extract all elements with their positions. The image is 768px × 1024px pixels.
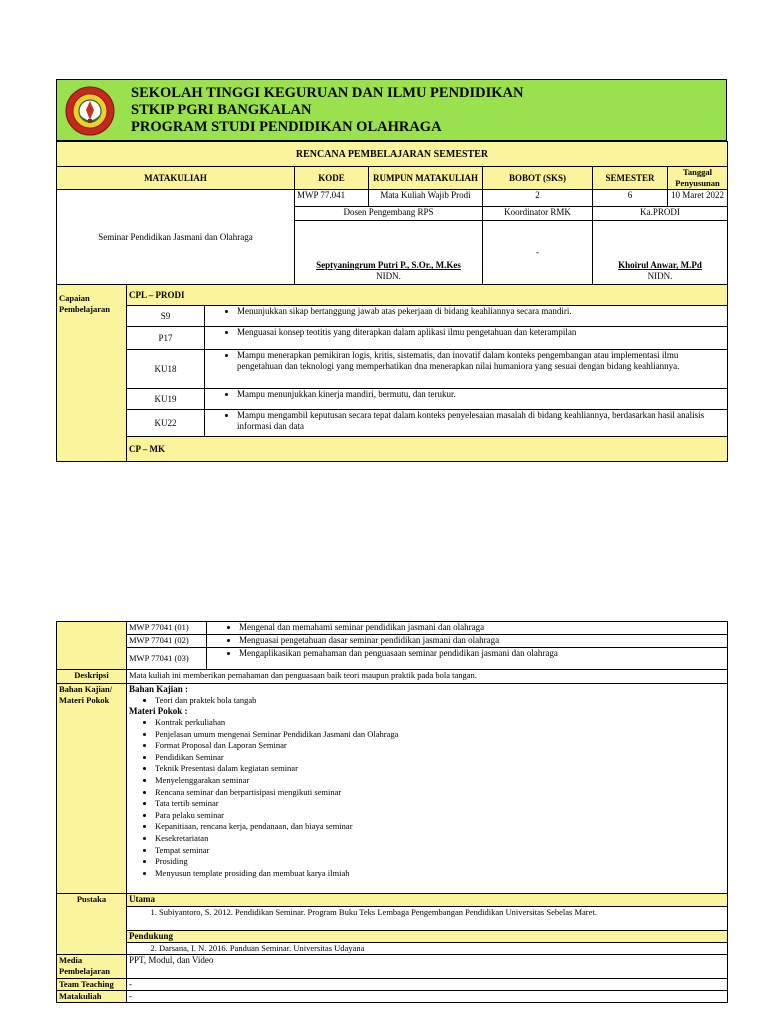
rps-main-table bbox=[56, 141, 728, 462]
sig-header-koordinator: Koordinator RMK bbox=[483, 207, 593, 221]
materi-item: • Format Proposal dan Laporan Seminar bbox=[155, 740, 725, 752]
institution-line-2: STKIP PGRI BANGKALAN bbox=[131, 102, 312, 118]
bahan-kajian-list bbox=[129, 695, 725, 706]
cpl-code: P17 bbox=[127, 327, 205, 350]
koordinator-value: - bbox=[483, 221, 593, 285]
materi-item: • Prosiding bbox=[155, 856, 725, 868]
cpmk-text-item: • Mengenal dan memahami seminar pendidikan jasmani dan olahraga bbox=[239, 622, 725, 633]
header-rumpun: RUMPUN MATAKULIAH bbox=[369, 167, 483, 190]
header-bobot: BOBOT (SKS) bbox=[483, 167, 593, 190]
materi-item: • Kesekretariatan bbox=[155, 833, 725, 845]
course-kode: MWP 77.041 bbox=[295, 190, 369, 207]
materi-item: • Kontrak perkuliahan bbox=[155, 717, 725, 729]
team-value: - bbox=[127, 979, 728, 991]
cpl-text-item: • Menguasai konsep teotitis yang diterapkan dalam aplikasi ilmu pengetahuan dan keterampilan bbox=[237, 327, 725, 338]
deskripsi-text: Mata kuliah ini memberikan pemahaman dan penguasaan baik teori maupun praktik pada bola tangan. bbox=[127, 670, 728, 684]
utama-label: Utama bbox=[127, 894, 728, 907]
cpmk-code: MWP 77041 (02) bbox=[127, 635, 207, 648]
matakuliah-label: Matakuliah bbox=[57, 991, 127, 1003]
cpmk-text bbox=[207, 648, 728, 670]
bahan-label: Bahan Kajian/ Materi Pokok bbox=[57, 684, 127, 894]
materi-item: • Kepanitiaan, rencana kerja, pendanaan, dan biaya seminar bbox=[155, 821, 725, 833]
cpl-text-item: • Mampu mengambil keputusan secara tepat dalam konteks penyelesaian masalah di bidang keahliannya, berdasarkan hasil analisis informasi dan data bbox=[237, 410, 725, 432]
dosen-nidn: NIDN. bbox=[376, 271, 401, 281]
materi-item: • Pendidikan Seminar bbox=[155, 752, 725, 764]
materi-item: • Tata tertib seminar bbox=[155, 798, 725, 810]
pendukung-item: 2. Darsana, I. N. 2016. Panduan Seminar. Universitas Udayana bbox=[159, 943, 725, 954]
pendukung-list bbox=[129, 943, 725, 954]
cpmk-text-item: • Mengaplikasikan pemahaman dan penguasaan seminar pendidikan jasmani dan olahraga bbox=[239, 648, 725, 659]
course-bobot: 2 bbox=[483, 190, 593, 207]
institution-line-1: SEKOLAH TINGGI KEGURUAN DAN ILMU PENDIDIKAN bbox=[131, 85, 524, 101]
matakuliah-value: - bbox=[127, 991, 728, 1003]
cpl-code: KU18 bbox=[127, 350, 205, 389]
kaprodi-nidn: NIDN. bbox=[647, 271, 673, 281]
kaprodi-signature bbox=[593, 221, 728, 285]
rps-title: RENCANA PEMBELAJARAN SEMESTER bbox=[57, 142, 728, 167]
stkip-logo-icon bbox=[65, 86, 115, 136]
cpl-text bbox=[205, 306, 728, 327]
pustaka-label: Pustaka bbox=[57, 894, 127, 955]
dosen-signature bbox=[295, 221, 483, 285]
materi-pokok-title: Materi Pokok : bbox=[129, 706, 188, 716]
bahan-content bbox=[127, 684, 728, 894]
cpmk-text bbox=[207, 622, 728, 635]
institution-header bbox=[56, 79, 727, 141]
rps-detail-table bbox=[56, 621, 728, 1003]
cpmk-text bbox=[207, 635, 728, 648]
pendukung-label: Pendukung bbox=[127, 931, 728, 943]
dosen-name: Septyaningrum Putri P., S.Or., M.Kes bbox=[316, 260, 461, 270]
cpmk-label: CP – MK bbox=[127, 437, 728, 462]
media-text: PPT, Modul, dan Video bbox=[127, 955, 728, 979]
materi-item: • Menyusun template prosiding dan membuat karya ilmiah bbox=[155, 868, 725, 880]
cpl-text bbox=[205, 327, 728, 350]
materi-item: • Para pelaku seminar bbox=[155, 810, 725, 822]
capaian-label: Capaian Pembelajaran bbox=[57, 285, 127, 462]
header-semester: SEMESTER bbox=[593, 167, 668, 190]
course-name: Seminar Pendidikan Jasmani dan Olahraga bbox=[57, 190, 295, 285]
cpmk-text-item: • Menguasai pengetahuan dasar seminar pendidikan jasmani dan olahraga bbox=[239, 635, 725, 646]
course-tanggal: 10 Maret 2022 bbox=[668, 190, 728, 207]
cpmk-code: MWP 77041 (03) bbox=[127, 648, 207, 670]
pendukung-content bbox=[127, 943, 728, 955]
sig-header-dosen: Dosen Pengembang RPS bbox=[295, 207, 483, 221]
cpl-code: KU19 bbox=[127, 389, 205, 410]
media-label: Media Pembelajaran bbox=[57, 955, 127, 979]
cpmk-side-cell bbox=[57, 622, 127, 670]
institution-line-3: PROGRAM STUDI PENDIDIKAN OLAHRAGA bbox=[131, 119, 442, 135]
materi-item: • Penjelasan umum mengenai Seminar Pendidikan Jasmani dan Olahraga bbox=[155, 729, 725, 741]
materi-item: • Teknik Presentasi dalam kegiatan seminar bbox=[155, 763, 725, 775]
sig-header-kaprodi: Ka.PRODI bbox=[593, 207, 728, 221]
cpl-code: KU22 bbox=[127, 410, 205, 437]
header-kode: KODE bbox=[295, 167, 369, 190]
header-matakuliah: MATAKULIAH bbox=[57, 167, 295, 190]
cpl-text-item: • Menunjukkan sikap bertanggung jawab atas pekerjaan di bidang keahliannya secara mandiri. bbox=[237, 306, 725, 317]
kaprodi-name: Khoirul Anwar, M.Pd bbox=[618, 260, 702, 270]
course-semester: 6 bbox=[593, 190, 668, 207]
cpl-text bbox=[205, 350, 728, 389]
bahan-kajian-item: • Teori dan praktek bola tangab bbox=[155, 695, 725, 706]
course-rumpun: Mata Kuliah Wajib Prodi bbox=[369, 190, 483, 207]
cpl-text bbox=[205, 389, 728, 410]
materi-item: • Rencana seminar dan berpartisipasi mengikuti seminar bbox=[155, 787, 725, 799]
deskripsi-label: Deskripsi bbox=[57, 670, 127, 684]
utama-list bbox=[129, 907, 725, 918]
materi-item: • Tempat seminar bbox=[155, 845, 725, 857]
cpl-code: S9 bbox=[127, 306, 205, 327]
utama-content bbox=[127, 907, 728, 931]
cpl-text bbox=[205, 410, 728, 437]
bahan-kajian-title: Bahan Kajian : bbox=[129, 684, 189, 694]
team-label: Team Teaching bbox=[57, 979, 127, 991]
header-tanggal: Tanggal Penyusunan bbox=[668, 167, 728, 190]
institution-lines bbox=[131, 85, 523, 136]
cpmk-code: MWP 77041 (01) bbox=[127, 622, 207, 635]
cpl-text-item: • Mampu menerapkan pemikiran logis, kritis, sistematis, dan inovatif dalam konteks pengembangan atau implementasi ilmu pengetahuan dan teknologi yang memperhatikan dna menerapkan nilai humaniora yang sesuai dengan bidang keahliannya. bbox=[237, 350, 725, 372]
cpl-label: CPL – PRODI bbox=[127, 285, 728, 306]
utama-item: 1. Subiyantoro, S. 2012. Pendidikan Seminar. Program Buku Teks Lembaga Pengembangan Pendidikan Universitas Sebelas Maret. bbox=[159, 907, 725, 918]
materi-pokok-list bbox=[129, 717, 725, 879]
materi-item: • Menyelenggarakan seminar bbox=[155, 775, 725, 787]
cpl-text-item: • Mampu menunjukkan kinerja mandiri, bermutu, dan terukur. bbox=[237, 389, 725, 400]
